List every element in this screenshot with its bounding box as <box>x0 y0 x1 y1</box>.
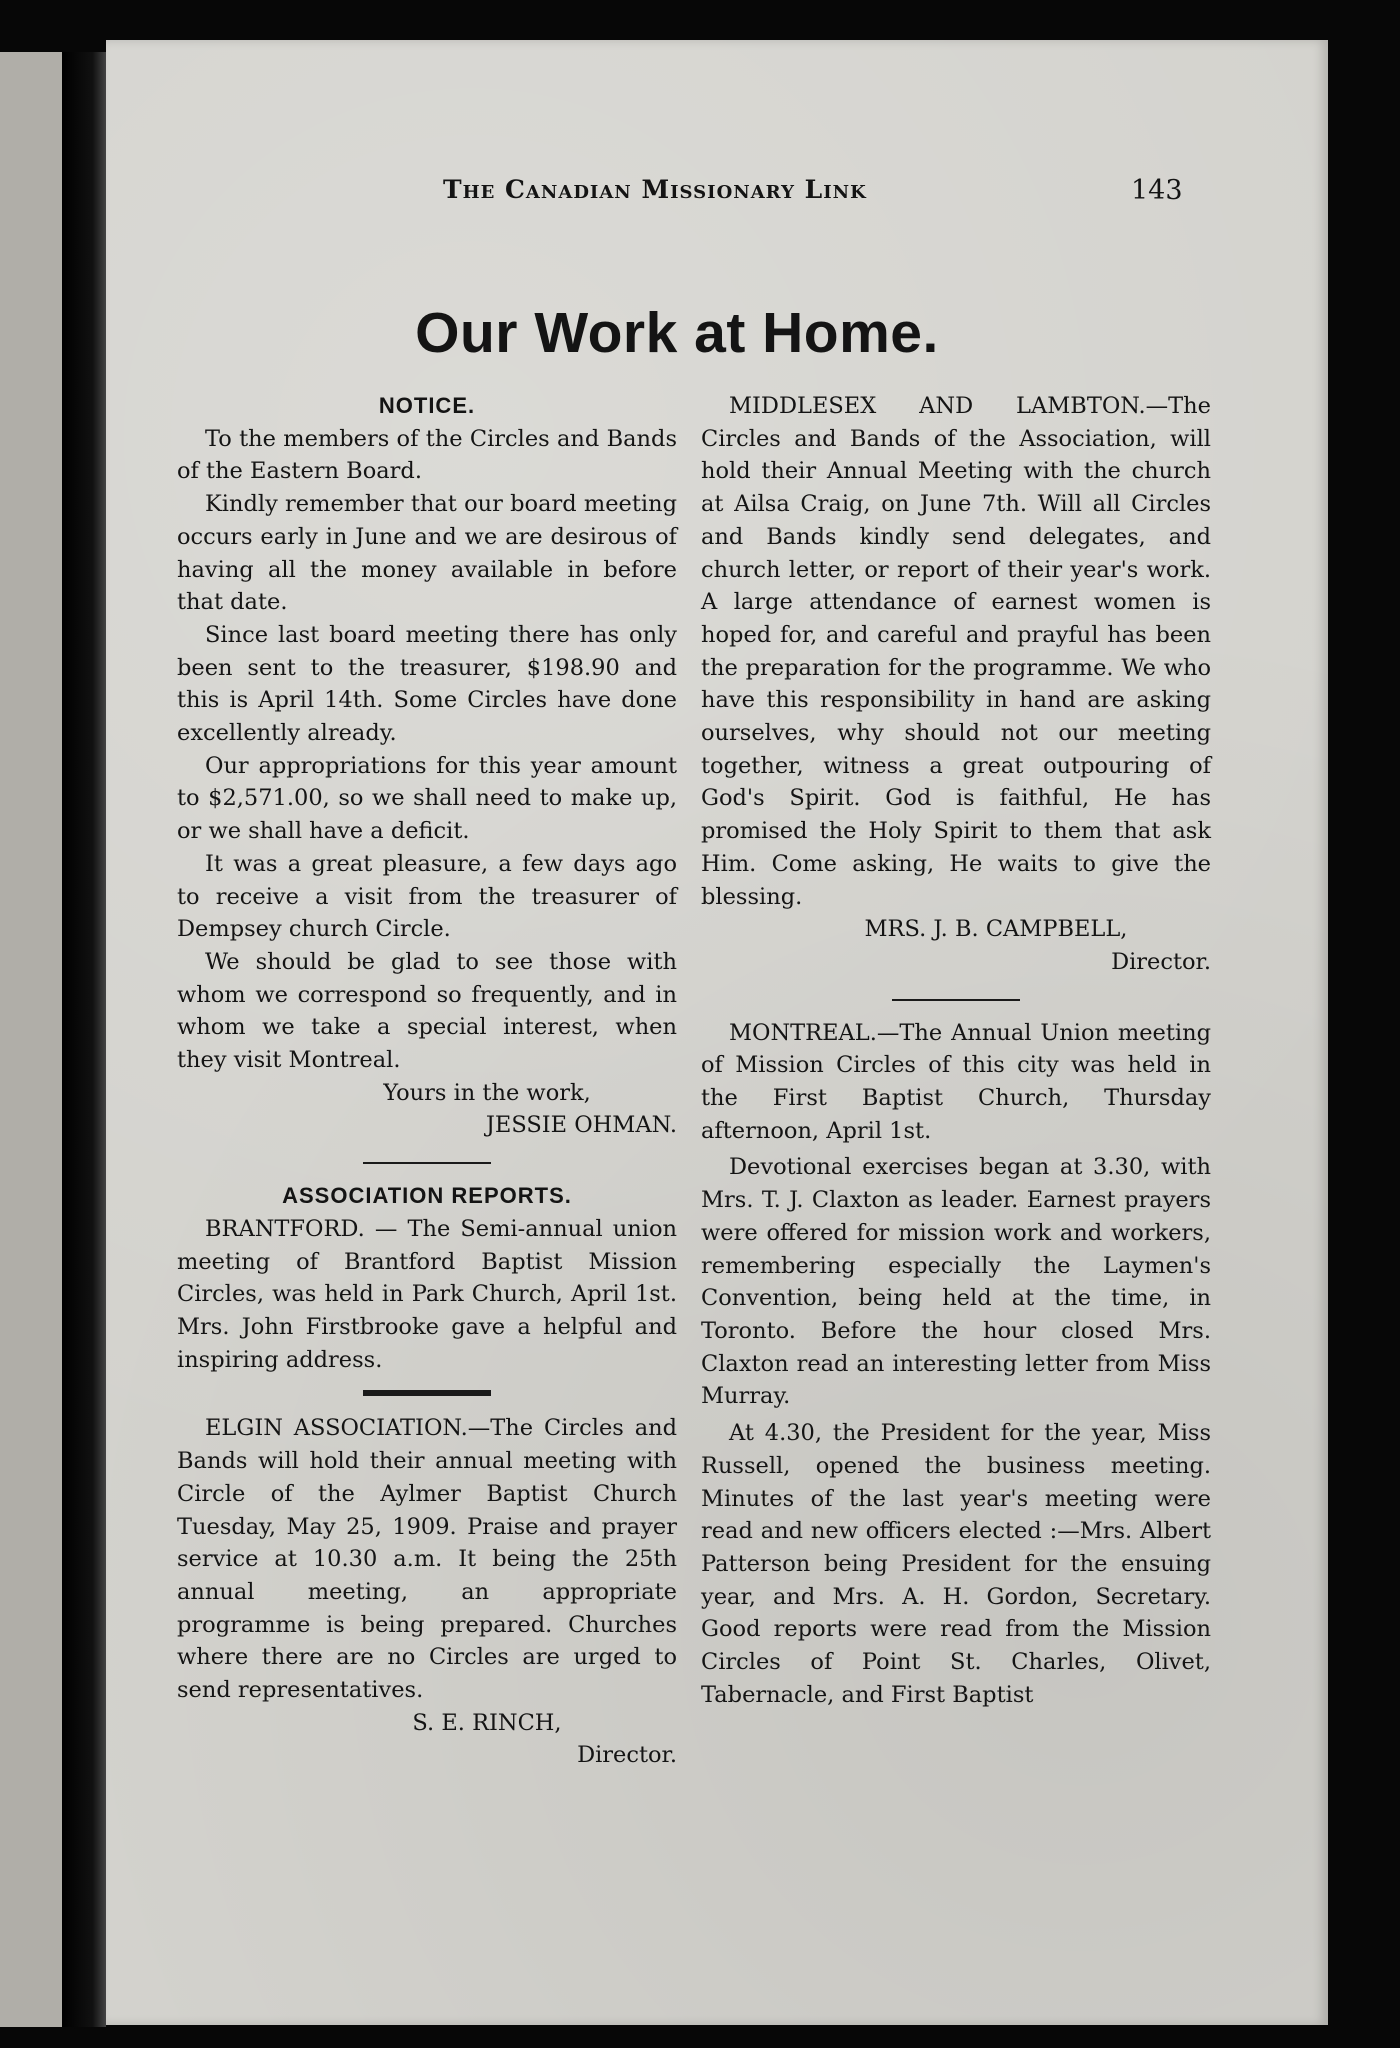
page-number: 143 <box>1131 175 1183 206</box>
page-title: Our Work at Home. <box>415 301 939 365</box>
notice-paragraph: Our appropriations for this year amount to $2,571.00, so we shall need to make up, or we shall have a deficit. <box>177 752 677 845</box>
right-column <box>701 390 1211 1711</box>
elgin-director-title: Director. <box>577 1742 677 1769</box>
montreal-paragraph: MONTREAL.—The Annual Union meeting of Mission Circles of this city was held in the First Baptist Church, Thursday afternoon, April 1st. <box>701 1019 1211 1144</box>
adjacent-page-edge <box>0 52 62 2027</box>
brantford-report: BRANTFORD. — The Semi-annual union meeting of Brantford Baptist Mission Circles, was held in Park Church, April 1st. Mrs. John Firstbrooke gave a helpful and inspiring address. <box>177 1215 677 1373</box>
notice-paragraph: Since last board meeting there has only been sent to the treasurer, $198.90 and this is April 14th. Some Circles have done excellently already. <box>177 621 677 747</box>
elgin-signature: S. E. RINCH, <box>412 1709 562 1736</box>
notice-signature: JESSIE OHMAN. <box>485 1112 677 1139</box>
section-divider <box>363 1390 491 1396</box>
elgin-report: ELGIN ASSOCIATION.—The Circles and Bands will hold their annual meeting with Circle of the Aylmer Baptist Church Tuesday, May 25, 1909. Praise and prayer service at 10.30 a.m. It being the 25th annual meeting, an appropriate programme is being prepared. Churches where there are no Circles are urged to send representatives. <box>177 1415 677 1704</box>
montreal-paragraph: Devotional exercises began at 3.30, with Mrs. T. J. Claxton as leader. Earnest prayers were offered for mission work and workers, remembering especially the Laymen's Convention, being held at the time, in Toronto. Before the hour closed Mrs. Claxton read an interesting letter from Miss Murray. <box>701 1154 1211 1410</box>
middlesex-report: MIDDLESEX AND LAMBTON.—The Circles and Bands of the Association, will hold their Annual Meeting with the church at Ailsa Craig, on June 7th. Will all Circles and Bands kindly send delegates, and church letter, or report of their year's work. A large attendance of earnest women is hoped for, and careful and prayful has been the preparation for the programme. We who have this responsibility in hand are asking ourselves, why should not our meeting together, witness a great outpouring of God's Spirit. God is faithful, He has promised the Holy Spirit to them that ask Him. Come asking, He waits to give the blessing. <box>701 393 1211 910</box>
notice-closing: Yours in the work, <box>383 1079 591 1106</box>
section-divider <box>892 999 1020 1001</box>
middlesex-signature: MRS. J. B. CAMPBELL, <box>864 916 1128 943</box>
notice-paragraph: To the members of the Circles and Bands of the Eastern Board. <box>177 425 677 485</box>
notice-heading: NOTICE. <box>378 393 476 418</box>
notice-paragraph: It was a great pleasure, a few days ago to receive a visit from the treasurer of Dempsey church Circle. <box>177 850 677 943</box>
notice-paragraph: Kindly remember that our board meeting occurs early in June and we are desirous of having all the money available in before that date. <box>177 491 677 616</box>
running-header <box>106 175 1328 215</box>
reports-heading: ASSOCIATION REPORTS. <box>282 1183 572 1209</box>
notice-paragraph: We should be glad to see those with whom we correspond so frequently, and in whom we take a special interest, when they visit Montreal. <box>177 948 677 1074</box>
middlesex-director-title: Director. <box>1111 948 1211 975</box>
book-spine-shadow <box>62 52 106 2027</box>
section-divider <box>363 1162 491 1164</box>
left-column <box>177 390 677 1772</box>
page <box>106 40 1328 2025</box>
running-title: The Canadian Missionary Link <box>443 175 867 204</box>
montreal-paragraph: At 4.30, the President for the year, Miss Russell, opened the business meeting. Minutes of the last year's meeting were read and new officers elected :—Mrs. Albert Patterson being President for the ensuing year, and Mrs. A. H. Gordon, Secretary. Good reports were read from the Mission Circles of Point St. Charles, Olivet, Tabernacle, and First Baptist <box>701 1420 1211 1708</box>
